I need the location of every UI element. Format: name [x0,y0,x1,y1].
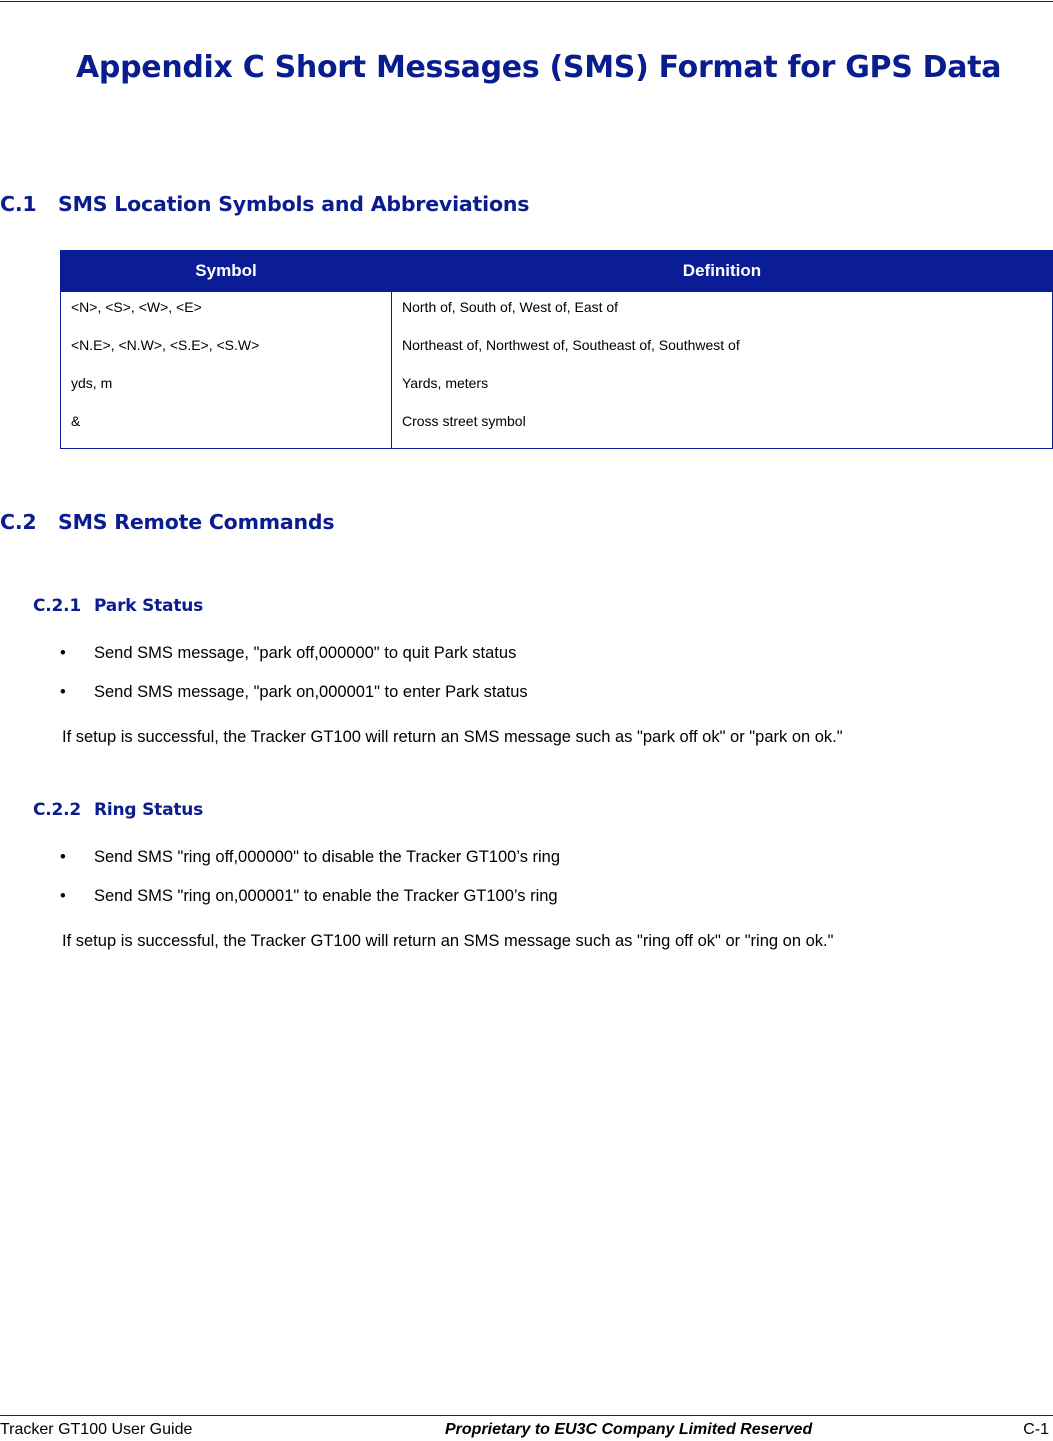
symbol-value: <N>, <S>, <W>, <E> [71,299,202,315]
symbol-value: yds, m [71,375,113,391]
footer-guide-name: Tracker GT100 User Guide [0,1421,193,1438]
subsection-ring-title: Ring Status [94,800,204,820]
subsection-park-number: C.2.1 [33,596,82,616]
bullet-icon: • [60,887,66,905]
section-c2-heading [0,510,334,534]
list-item [60,681,528,720]
park-bullet-text: Send SMS message, "park on,000001" to enter Park status [94,683,528,701]
page-title: Appendix C Short Messages (SMS) Format for GPS Data [76,50,1002,85]
park-bullet-text: Send SMS message, "park off,000000" to quit Park status [94,644,517,662]
symbol-value: <N.E>, <N.W>, <S.E>, <S.W> [71,337,260,353]
subsection-park-heading [33,596,203,616]
ring-bullet-text: Send SMS "ring off,000000" to disable the Tracker GT100’s ring [94,848,561,866]
definition-value: North of, South of, West of, East of [402,299,619,315]
definition-value: Yards, meters [402,375,489,391]
ring-bullet-text: Send SMS "ring on,000001" to enable the Tracker GT100’s ring [94,887,558,905]
section-c1-number: C.1 [0,192,37,216]
footer-rule [0,1415,1053,1416]
section-c2-number: C.2 [0,510,37,534]
symbols-table [60,250,1053,449]
subsection-ring-heading [33,800,203,820]
section-c1-heading [0,192,529,216]
table-row [61,292,1053,449]
list-item [60,846,560,885]
table-header-symbol: Symbol [61,251,392,292]
section-c2-title: SMS Remote Commands [58,510,335,534]
footer-page-number: C-1 [1023,1421,1049,1438]
subsection-park-title: Park Status [94,596,204,616]
park-note: If setup is successful, the Tracker GT100 will return an SMS message such as "park off ok" or "park on ok." [62,728,843,746]
table-header-definition: Definition [392,251,1053,292]
definition-value: Cross street symbol [402,413,526,429]
bullet-icon: • [60,848,66,866]
footer-proprietary-notice: Proprietary to EU3C Company Limited Reserved [445,1421,813,1438]
top-rule [0,1,1053,2]
subsection-ring-number: C.2.2 [33,800,82,820]
bullet-icon: • [60,683,66,701]
symbol-cell [61,292,392,449]
bullet-icon: • [60,644,66,662]
section-c1-title: SMS Location Symbols and Abbreviations [58,192,530,216]
symbol-value: & [71,413,81,429]
list-item [60,642,528,681]
definition-cell [392,292,1053,449]
list-item [60,885,560,924]
ring-bullet-list [60,846,560,924]
definition-value: Northeast of, Northwest of, Southeast of, Southwest of [402,337,740,353]
ring-note: If setup is successful, the Tracker GT100 will return an SMS message such as "ring off ok" or "ring on ok." [62,932,834,950]
table-header-row [61,251,1053,292]
park-bullet-list [60,642,528,720]
